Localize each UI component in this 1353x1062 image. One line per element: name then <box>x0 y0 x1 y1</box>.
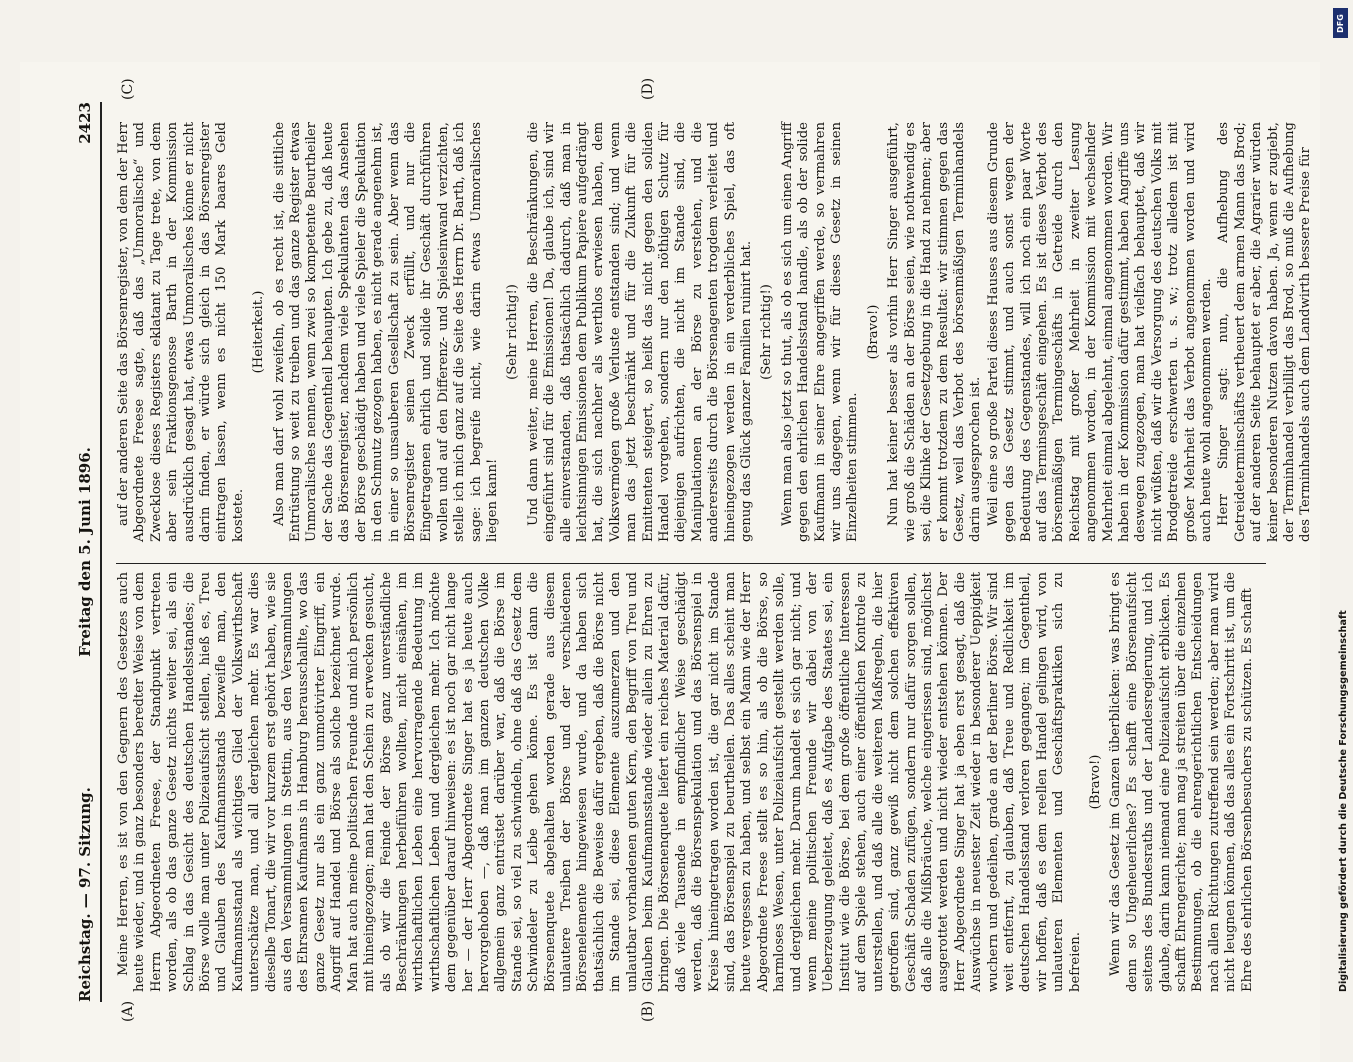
paragraph: Also man darf wohl zweifeln, ob es recht ist, die sittliche Entrüstung so weit zu treiben und das ganze Register etwas Unmoralisches nennen, wenn zwei so kompetente Beurtheiler der Sache das Gegentheil behaupten. Ich gebe zu, daß heute das Börsenregister, nachdem viele Spekulanten das Ansehen der Börse geschädigt haben und viele Spieler die Spekulation in den Schmutz gezogen haben, es nicht gerade angenehm ist, in einer so unsauberen Gesellschaft zu sein. Aber wenn das Börsenregister seinen Zweck erfüllt, und nur die Eingetragenen ehrlich und solide ihr Geschäft durchführen wollen und auf den Differenz- und Spielseinwand verzichten, stelle ich mich ganz auf die Seite des Herrn Dr. Barth, daß ich sage: ich begreife nicht, wie darin etwas Unmoralisches liegen kann! <box>271 122 500 542</box>
paragraph: Wenn wir das Gesetz im Ganzen überblicken: was bringt es denn so Ungeheuerliches? Es schafft eine Börsenaufsicht seitens des Bundesraths und der Landesregierung, und ich glaube, darin kann niemand eine Polizeiaufsicht erblicken. Es schafft Ehrengerichte; man mag ja streiten über die einzelnen Bestimmungen, ob die ehrengerichtlichen Entscheidungen nach allen Richtungen zutreffend sein werden; aber man wird nicht leugnen können, daß das alles ein Fortschritt ist, um die Ehre des ehrlichen Börsenbesuchers zu schützen. Es schafft <box>1108 572 1255 992</box>
page-number: 2423 <box>76 102 94 144</box>
paragraph: Wenn man also jetzt so thut, als ob es sich um einen Angriff gegen den ehrlichen Handelsstand handle, als ob der solide Kaufmann in seiner Ehre angegriffen werde, so vermahren wir uns dagegen, wenn wir für dieses Gesetz in seinen Einzelheiten stimmen. <box>779 122 861 542</box>
header-session: Reichstag. — 97. Sitzung. <box>76 787 94 1002</box>
margin-mark-b: (B) <box>640 1000 656 1022</box>
paragraph: Nun hat keiner besser als vorhin Herr Singer ausgeführt, wie groß die Schäden an der Börse seien, wie nothwendig es sei, die Klinke der Gesetzgebung in die Hand zu nehmen; aber er kommt trotzdem zu dem Resultat: wir stimmen gegen das Gesetz, weil das Verbot des börsenmäßigen Terminhandels darin ausgesprochen ist. <box>886 122 984 542</box>
margin-mark-d: (D) <box>640 77 656 100</box>
margin-mark-a: (A) <box>120 1000 136 1022</box>
left-column <box>116 572 1266 992</box>
paragraph: Und dann weiter, meine Herren, die Beschränkungen, die eingeführt sind für die Emissionen! Da, glaube ich, sind wir alle einverstanden, daß thatsächlich dadurch, daß man in leichtsinnigen Emissionen dem Publikum Papiere aufgedrängt hat, die sich nachher als werthlos erwiesen haben, dem Volksvermögen große Verluste entstanden sind; und wenn man das jetzt beschränkt und für die Zukunft für die Emittenten steigert, so heißt das nicht gegen den soliden Handel vorgehen, sondern nur den nöthigen Schutz für diejenigen aufrichten, die nicht im Stande sind, die Manipulationen an der Börse zu verstehen, und die andererseits durch die Börsenagenten trogdem verleitet und hineingezogen werden in ein verderbliches Spiel, das oft genug das Glück ganzer Familien ruinirt hat. <box>525 122 755 542</box>
paragraph: Weil eine so große Partei dieses Hauses aus diesem Grunde gegen das Gesetz stimmt, und auch sonst wegen der Bedeutung des Gegenstandes, will ich noch ein paar Worte auf das Terminsgeschäft eingehen. Es ist dieses Verbot des börsenmäßigen Termingeschäfts in Getreide durch den Reichstag mit großer Mehrheit in zweiter Lesung angenommen worden, in der Kommission mit wechselnder Mehrheit einmal abgelehnt, einmal angenommen worden. Wir haben in der Kommission dafür gestimmt, haben Angriffe uns deswegen zugezogen, man hat vielfach behauptet, daß wir nicht wüßten, daß wir die Versorgung des deutschen Volks mit Brodgetreide erschwerten u. s. w.; trotz alledem ist mit großer Mehrheit das Verbot angenommen worden und wird auch heute wohl angenommen werden. <box>985 122 1214 542</box>
credit-text: Digitalisierung gefördert durch die Deutsche Forschungsgemeinschaft <box>1338 610 1349 992</box>
column-divider <box>116 563 1266 564</box>
interjection: (Heiterkeit.) <box>251 290 267 374</box>
paragraph: Meine Herren, es ist von den Gegnern des Gesetzes auch heute wieder, und in ganz besonders beredter Weise von dem Herrn Abgeordneten Freese, der Standpunkt vertreten worden, als ob das ganze Gesetz nichts weiter sei, als ein Schlag in das Gesicht des deutschen Handelsstandes; die Börse wolle man unter Polizeiaufsicht stellen, hieß es, Treu und Glauben des Kaufmannsstands bezweifle man, den Kaufmannsstand als wichtiges Glied der Volkswirthschaft unterschätze man, und all dergleichen mehr. Es war dies dieselbe Tonart, die wir vor kurzem erst gehört haben, wie sie aus den Versammlungen in Stettin, aus den Versammlungen des Ehrsamen Kaufmanns in Hamburg herausschallte, wo das ganze Gesetz nur als ein ganz unmotivirter Eingriff, ein Angriff auf Handel und Börse als solche bezeichnet wurde. Man hat auch meine politischen Freunde und mich persönlich mit hineingezogen; man hat den Schein zu erwecken gesucht, als ob wir die Feinde der Börse ganz unverständliche Beschränkungen herbeiführen wollten, nicht einsähen, im wirthschaftlichen Leben eine hervorragende Bedeutung im wirthschaftlichen Leben und dergleichen mehr. Ich möchte dem gegenüber darauf hinweisen: es ist noch gar nicht lange her — der Herr Abgeordnete Singer hat es ja heute auch hervorgehoben —, daß man im ganzen deutschen Volke allgemein ganz entrüstet darüber war, daß die Börse im Stande sei, so viel zu schwindeln, ohne daß das Gesetz dem Schwindeler zu Leibe gehen könne. Es ist dann die Börsenenquete abgehalten worden gerade aus diesem unlautere Treiben der Börse und der verschiedenen Börsenelemente hingewiesen wurde, und da haben sich thatsächlich die Beweise dafür ergeben, daß die Börse nicht im Stande sei, diese Elemente auszumerzen und den unlautbar vorhandenen guten Kern, den Begriff von Treu und Glauben beim Kaufmannsstande wieder allein zu Ehren zu bringen. Die Börsenenquete liefert ein reiches Material dafür, daß viele Tausende in empfindlicher Weise geschädigt werden, daß die Börsenspekulation und das Börsenspiel in Kreise hineingetragen worden ist, die gar nicht im Stande sind, das Börsenspiel zu beurtheilen. Das alles scheint man heute vergessen zu haben, und selbst ein Mann wie der Herr Abgeordnete Freese stellt es so hin, als ob die Börse, so harmloses Wesen, unter Polizeiaufsicht gestellt werden solle, und dergleichen mehr. Darum handelt es sich gar nicht; und wenn meine politischen Freunde wir dabei von der Ueberzeugung geleitet, daß es Aufgabe des Staates sei, ein Institut wie die Börse, bei dem große öffentliche Interessen auf dem Spiele stehen, auch einer öffentlichen Kontrole zu unterstellen, und daß alle die weiteren Maßregeln, die hier getroffen sind, ganz gewiß nicht dem solchen effektiven Geschäft Schaden zufügen, sondern nur dafür sorgen sollen, daß alle die Mißbräuche, welche eingerissen sind, möglichst ausgerottet werden und nicht wieder entstehen können. Der Herr Abgeordnete Singer hat ja eben erst gesagt, daß die Auswüchse in neuester Zeit wieder in besonderer Ueppigkeit wuchern und gedeihen, grade an der Berliner Börse. Wir sind weit entfernt, zu glauben, daß Treue und Redlichkeit im deutschen Handelsstand verloren gegangen; im Gegentheil, wir hoffen, daß es dem reellen Handel gelingen wird, von unlauteren Elementen und Geschäftspraktiken sich zu befreien. <box>116 572 1083 992</box>
paragraph: Herr Singer sagt: nun, die Aufhebung des Getreideterminschäfts vertheuert dem armen Mann das Brod; auf der anderen Seite behauptet er aber, die Agrarier würden keiner besonderen Nutzen davon haben. Ja, wenn er zugiebt, der Terminhandel verbilligt das Brod, so muß die Aufhebung des Terminhandels auch dem Landwirth bessere Preise für <box>1216 122 1314 542</box>
rotated-page <box>20 62 1320 1062</box>
digitization-credit <box>1333 8 1349 992</box>
interjection: (Sehr richtig!) <box>759 284 775 380</box>
interjection: (Bravo!) <box>1087 754 1103 810</box>
margin-mark-c: (C) <box>120 78 136 100</box>
interjection: (Sehr richtig!) <box>505 284 521 380</box>
right-column <box>116 122 1314 542</box>
header-date: Freitag den 5. Juni 1896. <box>76 447 94 657</box>
interjection: (Bravo!) <box>865 304 881 360</box>
dfg-logo: DFG <box>1333 8 1348 38</box>
paragraph: auf der anderen Seite das Börsenregister, von dem der Herr Abgeordnete Freese sagte, daß das „Unmoralische“ und Zwecklose dieses Registers eklatant zu Tage trete, von dem aber sein Fraktionsgenosse Barth in der Kommission ausdrücklich gesagt hat, etwas Unmoralisches könne er nicht darin finden, er würde sich gleich in das Börsenregister eintragen lassen, wenn es nicht 150 Mark baares Geld kostete. <box>116 122 246 542</box>
page-header <box>58 102 102 1002</box>
